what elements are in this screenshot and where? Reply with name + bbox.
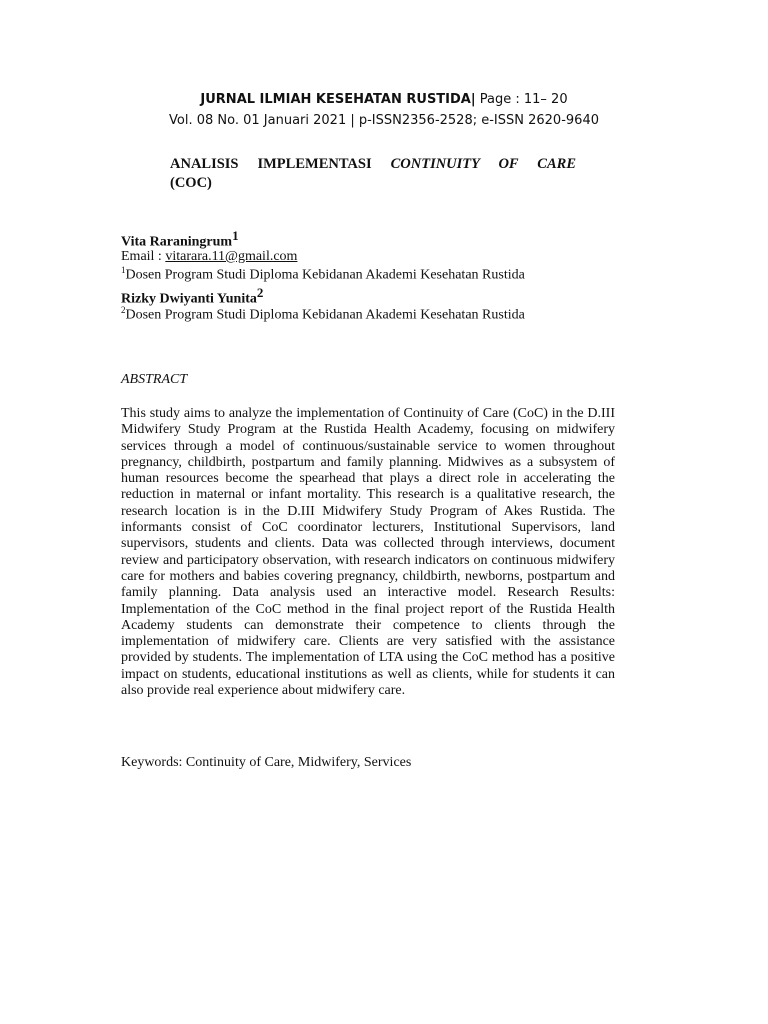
title-part-2: CONTINUITY OF CARE: [390, 156, 576, 172]
paper-title: [170, 155, 576, 174]
author-2-affiliation: [121, 305, 525, 324]
email-label: Email :: [121, 249, 166, 264]
title-part-1: ANALISIS IMPLEMENTASI: [170, 156, 372, 172]
volume-info: Vol. 08 No. 01 Januari 2021: [169, 113, 347, 128]
author-superscript: 1: [232, 228, 239, 243]
author-1-email-line: [121, 249, 297, 265]
author-1-affiliation: [121, 265, 525, 284]
author-name: Rizky Dwiyanti Yunita: [121, 291, 257, 307]
author-superscript: 2: [256, 285, 264, 300]
page-range: Page : 11– 20: [475, 92, 568, 107]
volume-line: [0, 113, 768, 128]
affiliation-text: Dosen Program Studi Diploma Kebidanan Akademi Kesehatan Rustida: [125, 267, 525, 283]
abstract-body: This study aims to analyze the implementation of Continuity of Care (CoC) in the D.III Midwifery Study Program at the Rustida Health Academy, focusing on midwifery services through a model of continuous/sustainable service to women throughout pregnancy, childbirth, postpartum and family planning. Midwives as a subsystem of human resources become the spearhead that plays a direct role in accelerating the reduction in maternal or infant mortality. This research is a qualitative research, the research location is in the D.III Midwifery Study Program of Akes Rustida. The informants consist of CoC coordinator lecturers, Institutional Supervisors, land supervisors, students and clients. Data was collected through interviews, document review and participatory observation, with research indicators on continuous midwifery care for mothers and babies covering pregnancy, childbirth, newborns, postpartum and family planning. Data analysis used an interactive model. Research Results: Implementation of the CoC method in the final project report of the Rustida Health Academy students can demonstrate their competence to clients through the implementation of midwifery care. Clients are very satisfied with the assistance provided by students. The implementation of LTA using the CoC method has a positive impact on students, educational institutions as well as clients, while for students it can also provide real experience about midwifery care.: [121, 406, 615, 699]
issn-info: | p-ISSN2356-2528; e-ISSN 2620-9640: [346, 113, 599, 128]
journal-header: [0, 92, 768, 107]
email-link[interactable]: vitarara.11@gmail.com: [165, 249, 298, 264]
author-name: Vita Raraningrum: [121, 234, 233, 250]
author-1-name: [121, 228, 239, 251]
affiliation-text: Dosen Program Studi Diploma Kebidanan Akademi Kesehatan Rustida: [125, 307, 525, 323]
affiliation-superscript: 2: [121, 305, 126, 315]
journal-name: JURNAL ILMIAH KESEHATAN RUSTIDA: [200, 92, 471, 107]
abstract-heading: ABSTRACT: [121, 372, 188, 387]
header-separator: |: [470, 92, 476, 107]
paper-title-line-2: (COC): [170, 175, 212, 191]
keywords: Keywords: Continuity of Care, Midwifery, Services: [121, 755, 412, 770]
affiliation-superscript: 1: [121, 265, 126, 275]
